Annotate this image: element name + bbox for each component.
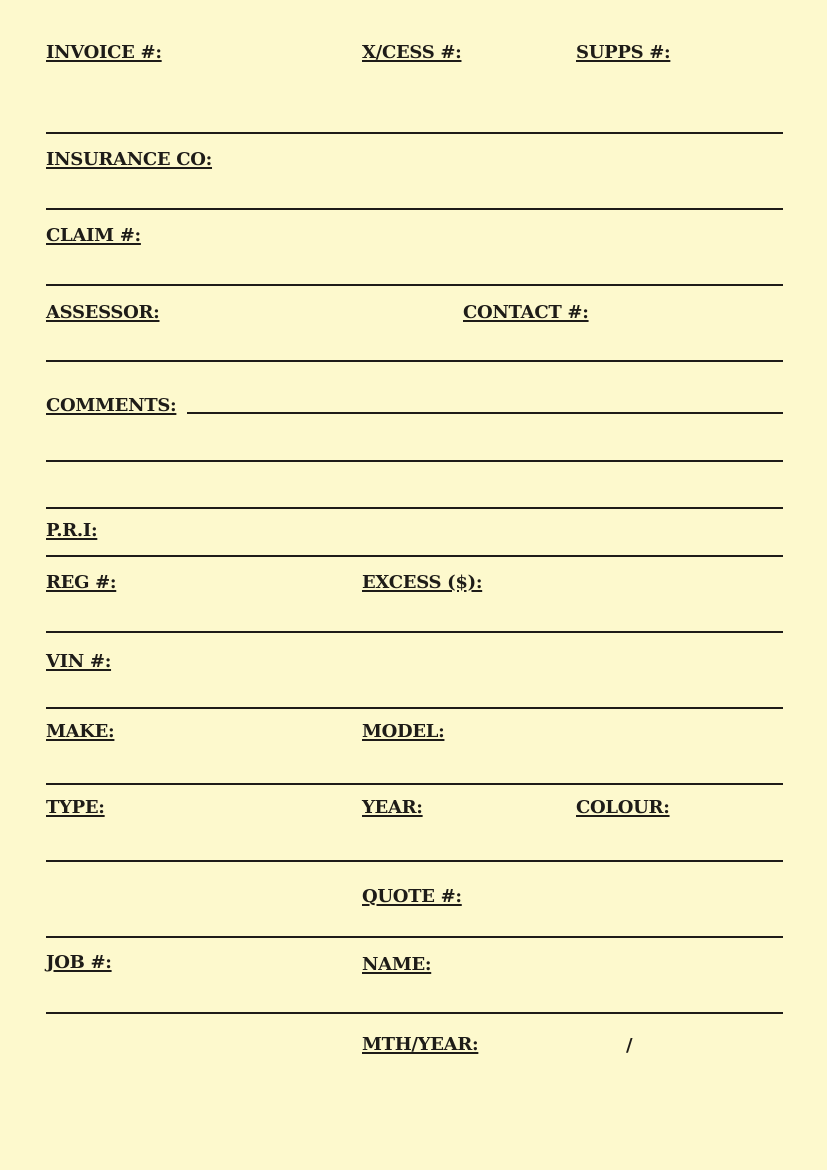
quote-label: QUOTE #: <box>362 886 462 907</box>
comments-line-1 <box>187 412 783 414</box>
name-label: NAME: <box>362 954 432 975</box>
comments-label: COMMENTS: <box>46 395 177 416</box>
type-label: TYPE: <box>46 797 105 818</box>
quote-row-divider <box>46 936 783 938</box>
job-label: JOB #: <box>46 952 112 973</box>
contact-label: CONTACT #: <box>463 302 589 323</box>
xcess-label: X/CESS #: <box>362 42 462 63</box>
claim-label: CLAIM #: <box>46 225 141 246</box>
colour-label: COLOUR: <box>576 797 670 818</box>
assessor-label: ASSESSOR: <box>46 302 160 323</box>
assessor-row-divider <box>46 360 783 362</box>
reg-label: REG #: <box>46 572 117 593</box>
make-label: MAKE: <box>46 721 115 742</box>
make-row-divider <box>46 783 783 785</box>
invoice-label: INVOICE #: <box>46 42 162 63</box>
date-separator: / <box>626 1035 633 1056</box>
insurance-row-divider <box>46 208 783 210</box>
year-label: YEAR: <box>362 797 423 818</box>
type-row-divider <box>46 860 783 862</box>
supps-label: SUPPS #: <box>576 42 671 63</box>
claim-row-divider <box>46 284 783 286</box>
insurance-co-label: INSURANCE CO: <box>46 149 213 170</box>
pri-label: P.R.I: <box>46 520 98 541</box>
vin-label: VIN #: <box>46 651 112 672</box>
model-label: MODEL: <box>362 721 445 742</box>
pri-row-divider <box>46 555 783 557</box>
comments-line-2 <box>46 460 783 462</box>
reg-row-divider <box>46 631 783 633</box>
vin-row-divider <box>46 707 783 709</box>
excess-label: EXCESS ($): <box>362 572 483 593</box>
invoice-row-divider <box>46 132 783 134</box>
mth-year-label: MTH/YEAR: <box>362 1034 479 1055</box>
comments-line-3 <box>46 507 783 509</box>
job-row-divider <box>46 1012 783 1014</box>
